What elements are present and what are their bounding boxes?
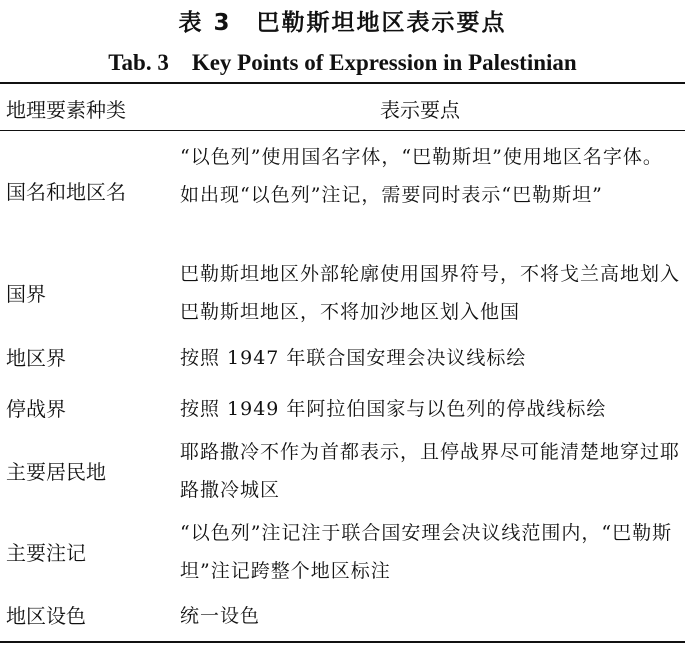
- points-cell: 统一设色: [180, 605, 261, 627]
- element-cell: 停战界: [6, 397, 66, 421]
- points-cell: “以色列”注记注于联合国安理会决议线范围内，“巴勒斯坦”注记跨整个地区标注: [180, 522, 673, 582]
- top-rule: [0, 82, 685, 84]
- element-cell: 主要注记: [6, 541, 86, 565]
- element-cell: 地区设色: [6, 604, 86, 628]
- header-element-type: 地理要素种类: [6, 98, 126, 122]
- table-title-english: Tab. 3 Key Points of Expression in Palestinian: [108, 50, 577, 75]
- points-cell: 按照 1947 年联合国安理会决议线标绘: [180, 347, 527, 369]
- points-cell: 按照 1949 年阿拉伯国家与以色列的停战线标绘: [180, 398, 607, 420]
- element-cell: 国界: [6, 282, 46, 306]
- bottom-rule: [0, 641, 685, 643]
- element-cell: 主要居民地: [6, 460, 106, 484]
- points-cell: 巴勒斯坦地区外部轮廓使用国界符号，不将戈兰高地划入巴勒斯坦地区，不将加沙地区划入他国: [180, 263, 681, 323]
- header-key-points: 表示要点: [380, 98, 460, 122]
- element-cell: 地区界: [6, 346, 66, 370]
- element-cell: 国名和地区名: [6, 180, 126, 204]
- points-cell: 耶路撒冷不作为首都表示，且停战界尽可能清楚地穿过耶路撒冷城区: [180, 441, 681, 501]
- points-cell: “以色列”使用国名字体，“巴勒斯坦”使用地区名字体。如出现“以色列”注记，需要同时表示“巴勒斯坦”: [180, 146, 663, 206]
- table-title-chinese: 表 3 巴勒斯坦地区表示要点: [178, 10, 507, 36]
- header-rule: [0, 130, 685, 131]
